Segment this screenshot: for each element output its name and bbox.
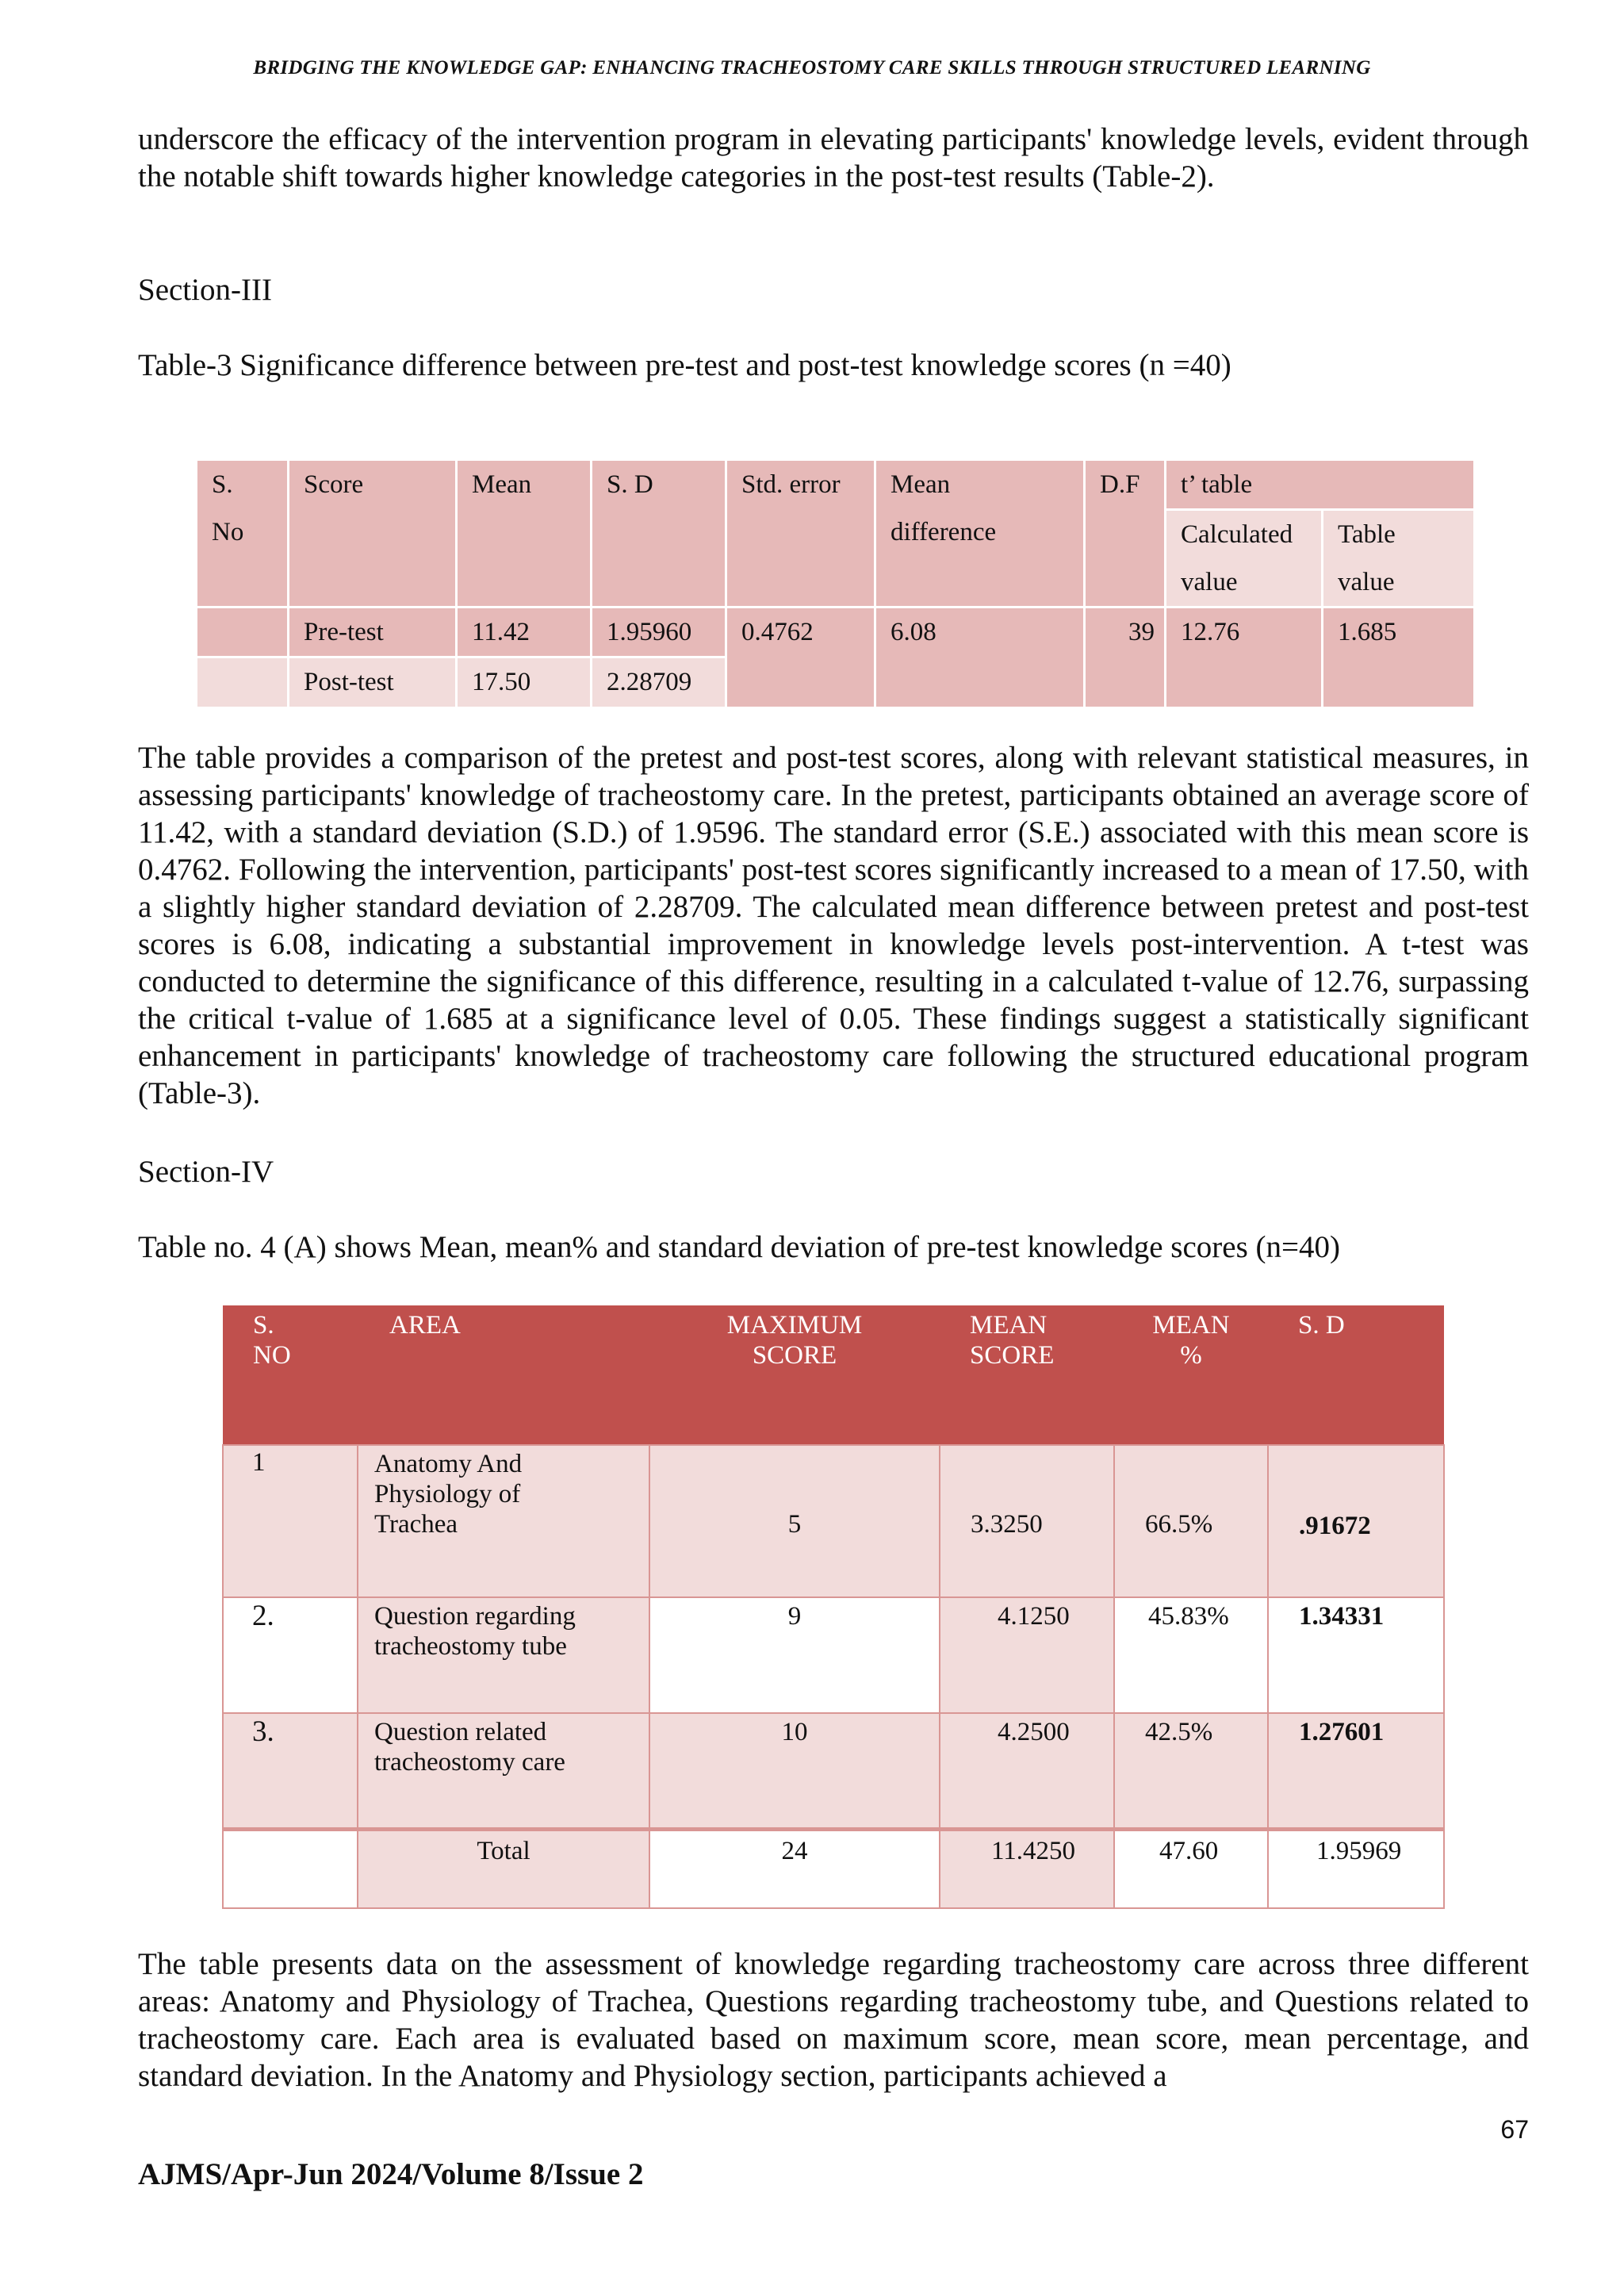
t4-cell-sd: 1.27601 xyxy=(1268,1713,1444,1829)
t3-header-df: D.F xyxy=(1085,460,1166,608)
t4-header-area: AREA xyxy=(358,1305,649,1445)
t4-cell-sd: 1.34331 xyxy=(1268,1597,1444,1713)
table-4-caption: Table no. 4 (A) shows Mean, mean% and standard deviation of pre-test knowledge scores (n=40) xyxy=(138,1230,1340,1264)
t3-header-sno: S. No xyxy=(197,460,289,608)
t3-cell-empty xyxy=(197,657,289,708)
t3-header-sd: S. D xyxy=(592,460,726,608)
table-row xyxy=(197,608,1475,657)
table-3 xyxy=(195,458,1476,709)
t3-header-score: Score xyxy=(289,460,457,608)
t3-header-table-value: Table value xyxy=(1323,510,1475,608)
t4-cell-max-score: 5 xyxy=(649,1445,940,1597)
t3-header-t-table: t’ table xyxy=(1166,460,1475,510)
t4-cell-sno: 1 xyxy=(223,1445,358,1597)
t3-header-mean: Mean xyxy=(457,460,592,608)
t4-cell-mean-score: 4.2500 xyxy=(940,1713,1114,1829)
t4-cell-mean-percent: 45.83% xyxy=(1114,1597,1268,1713)
t3-cell-score: Pre-test xyxy=(289,608,457,657)
page-number: 67 xyxy=(1500,2115,1529,2144)
section-3-heading: Section-III xyxy=(138,273,272,307)
t3-cell-std-error: 0.4762 xyxy=(726,608,875,708)
t4-cell-area: Question regarding tracheostomy tube xyxy=(358,1597,649,1713)
t3-cell-score: Post-test xyxy=(289,657,457,708)
t4-cell-mean-score: 3.3250 xyxy=(940,1445,1114,1597)
journal-footer: AJMS/Apr-Jun 2024/Volume 8/Issue 2 xyxy=(138,2157,644,2191)
t4-header-sno: S. NO xyxy=(223,1305,358,1445)
t4-cell-mean-percent: 66.5% xyxy=(1114,1445,1268,1597)
intro-paragraph: underscore the efficacy of the intervention program in elevating participants' knowledge levels, evident through the notable shift towards higher knowledge categories in the post-test results (Table-2). xyxy=(138,122,1529,194)
t4-header-sd: S. D xyxy=(1268,1305,1444,1445)
running-header: BRIDGING THE KNOWLEDGE GAP: ENHANCING TRACHEOSTOMY CARE SKILLS THROUGH STRUCTURED LEARNING xyxy=(253,57,1371,79)
t4-cell-max-score: 10 xyxy=(649,1713,940,1829)
t4-cell-mean-score: 4.1250 xyxy=(940,1597,1114,1713)
t4-cell-total-label: Total xyxy=(358,1829,649,1908)
t4-cell-area: Question related tracheostomy care xyxy=(358,1713,649,1829)
t4-cell-total-max: 24 xyxy=(649,1829,940,1908)
t4-cell-total-sd: 1.95969 xyxy=(1268,1829,1444,1908)
t3-cell-calculated-value: 12.76 xyxy=(1166,608,1323,708)
t4-header-mean-percent: MEAN % xyxy=(1114,1305,1268,1445)
t3-cell-sd: 2.28709 xyxy=(592,657,726,708)
t3-cell-mean: 17.50 xyxy=(457,657,592,708)
table-row xyxy=(223,1597,1444,1713)
t3-cell-empty xyxy=(197,608,289,657)
table-3-description: The table provides a comparison of the pretest and post-test scores, along with relevant statistical measures, in assessing participants' knowledge of tracheostomy care. In the pretest, participants obtained an average score of 11.42, with a standard deviation (S.D.) of 1.9596. The standard error (S.E.) associated with this mean score is 0.4762. Following the intervention, participants' post-test scores significantly increased to a mean of 17.50, with a slightly higher standard deviation of 2.28709. The calculated mean difference between pretest and post-test scores is 6.08, indicating a substantial improvement in knowledge levels post-intervention. A t-test was conducted to determine the significance of this difference, resulting in a calculated t-value of 12.76, surpassing the critical t-value of 1.685 at a significance level of 0.05. These findings suggest a statistically significant enhancement in participants' knowledge of tracheostomy care following the structured educational program (Table-3). xyxy=(138,741,1529,1110)
section-4-heading: Section-IV xyxy=(138,1155,274,1189)
table-4-description: The table presents data on the assessment of knowledge regarding tracheostomy care across three different areas: Anatomy and Physiology of Trachea, Questions regarding tracheostomy tube, and Questions related to tracheostomy care. Each area is evaluated based on maximum score, mean score, mean percentage, and standard deviation. In the Anatomy and Physiology section, participants achieved a xyxy=(138,1947,1529,2093)
t3-cell-mean-difference: 6.08 xyxy=(875,608,1085,708)
table-row xyxy=(223,1445,1444,1597)
table-4 xyxy=(222,1305,1445,1909)
t4-cell-sno: 2. xyxy=(223,1597,358,1713)
t4-header-mean-score: MEAN SCORE xyxy=(940,1305,1114,1445)
t3-cell-mean: 11.42 xyxy=(457,608,592,657)
t3-cell-table-value: 1.685 xyxy=(1323,608,1475,708)
t3-cell-sd: 1.95960 xyxy=(592,608,726,657)
t4-cell-sno: 3. xyxy=(223,1713,358,1829)
t4-cell-total-mean-percent: 47.60 xyxy=(1114,1829,1268,1908)
t4-header-max-score: MAXIMUM SCORE xyxy=(649,1305,940,1445)
t4-cell-sd: .91672 xyxy=(1268,1445,1444,1597)
t4-cell-area: Anatomy And Physiology of Trachea xyxy=(358,1445,649,1597)
table-row-total xyxy=(223,1829,1444,1908)
table-3-caption: Table-3 Significance difference between pre-test and post-test knowledge scores (n =40) xyxy=(138,348,1231,382)
t3-header-calculated-value: Calculated value xyxy=(1166,510,1323,608)
t4-cell-max-score: 9 xyxy=(649,1597,940,1713)
t4-cell-mean-percent: 42.5% xyxy=(1114,1713,1268,1829)
t3-header-std-error: Std. error xyxy=(726,460,875,608)
t4-cell-total-mean: 11.4250 xyxy=(940,1829,1114,1908)
table-row xyxy=(223,1713,1444,1829)
t3-header-mean-difference: Mean difference xyxy=(875,460,1085,608)
t3-cell-df: 39 xyxy=(1085,608,1166,708)
t4-cell-empty xyxy=(223,1829,358,1908)
